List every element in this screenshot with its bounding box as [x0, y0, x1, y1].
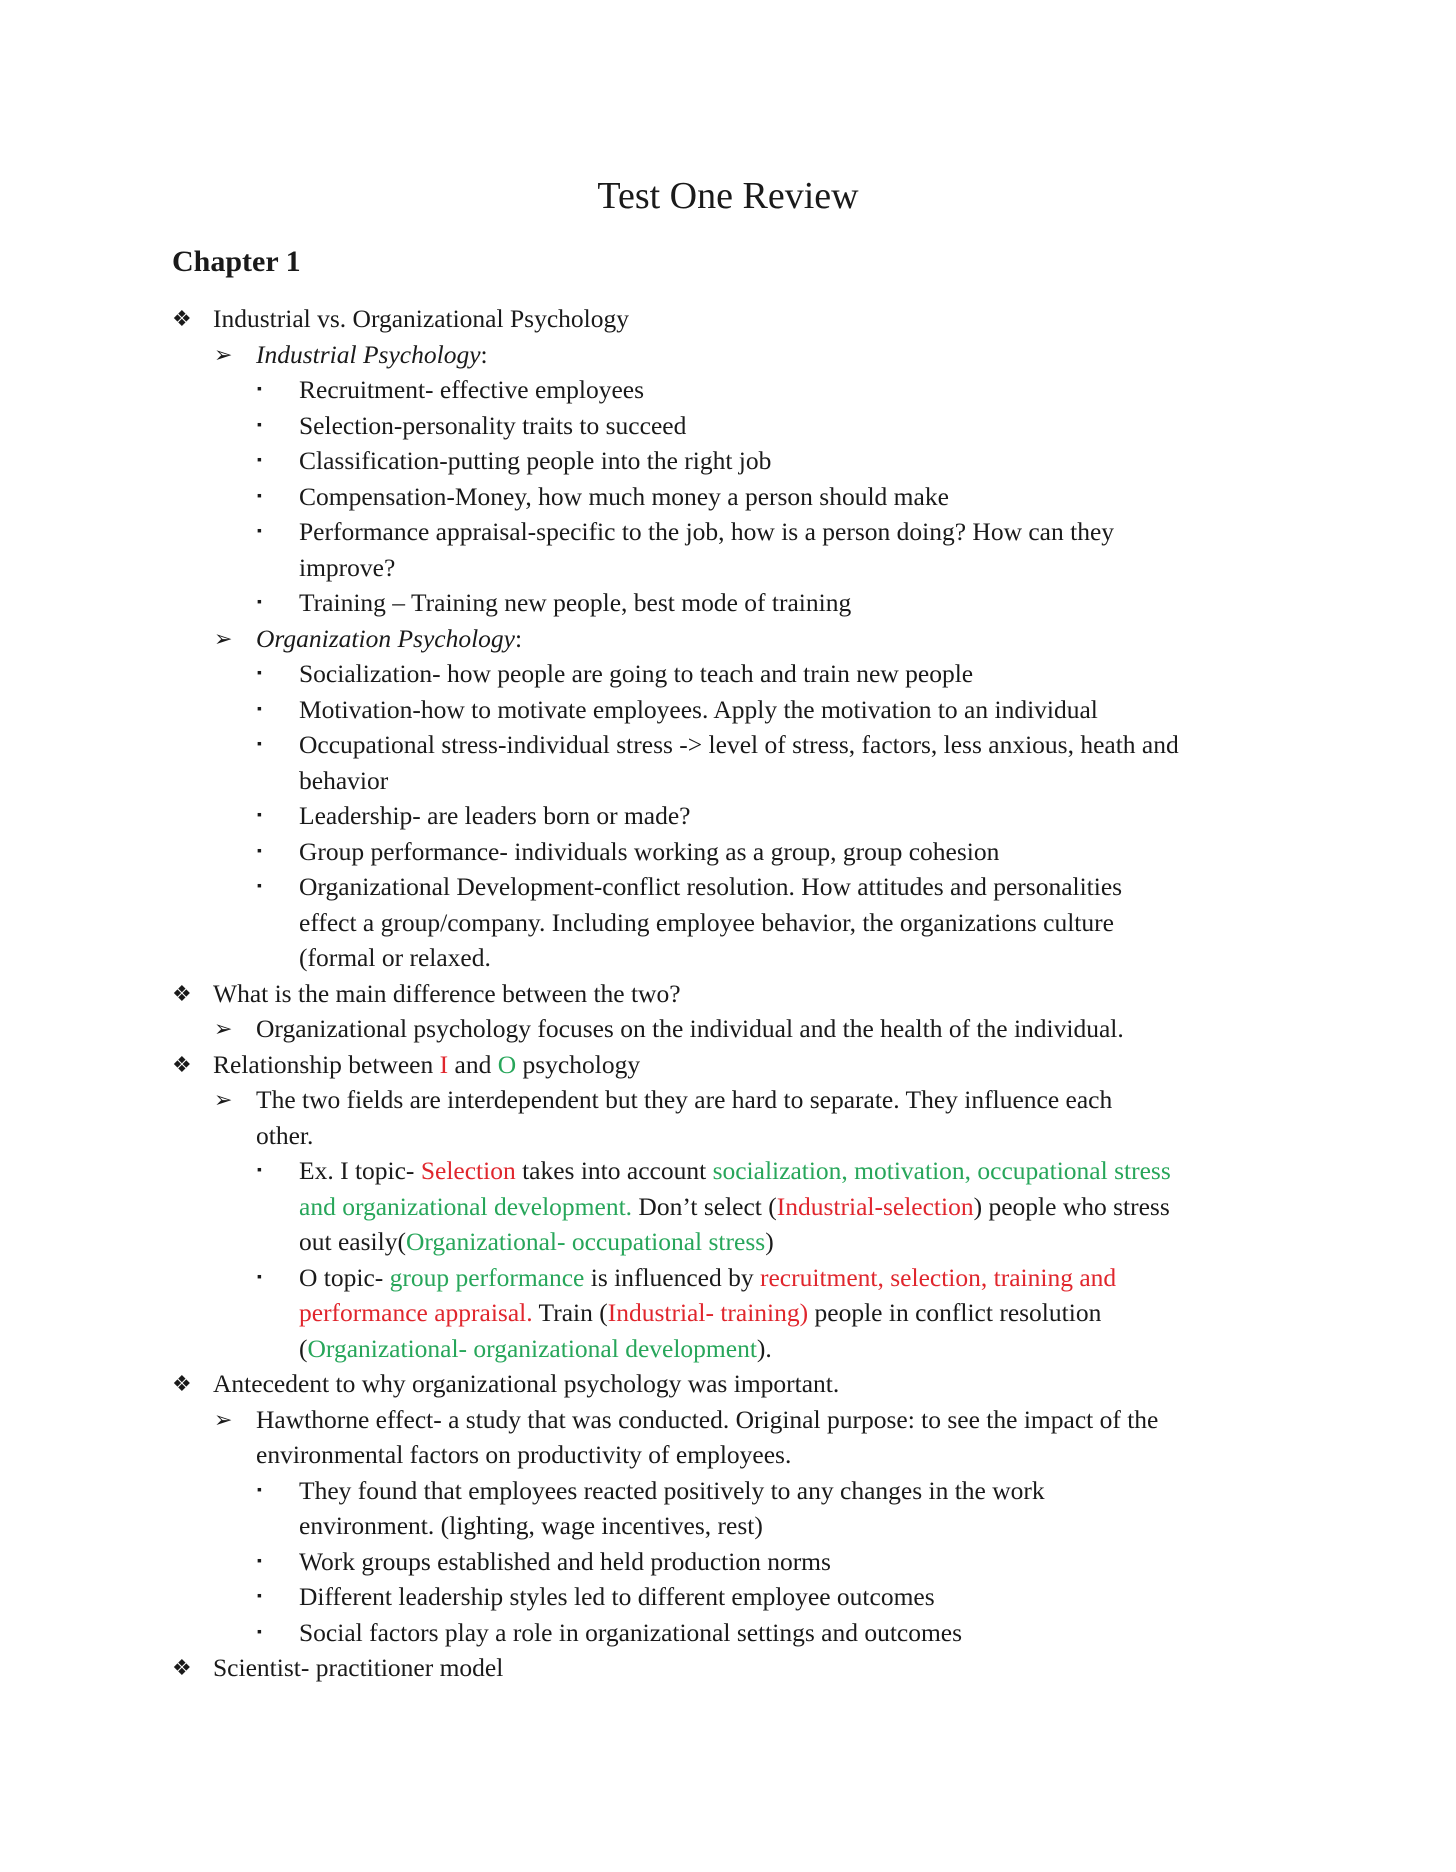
- square-bullet-icon: ▪: [257, 737, 262, 752]
- list-item-text: I: [439, 1049, 449, 1079]
- square-bullet-icon: ▪: [257, 808, 262, 823]
- square-bullet-icon: ▪: [257, 1589, 262, 1604]
- list-item-text: environment. (lighting, wage incentives, rest): [299, 1511, 763, 1540]
- list-item: [0, 301, 1456, 337]
- list-item-text: Performance appraisal-specific to the job, how is a person doing? How can they: [299, 517, 1115, 546]
- list-item-continuation: [0, 905, 1456, 941]
- square-bullet-icon: ▪: [257, 524, 262, 539]
- list-item-continuation: [0, 940, 1456, 976]
- list-item-text: The two fields are interdependent but they are hard to separate. They influence each: [256, 1085, 1113, 1114]
- list-item-text: Training – Training new people, best mode of training: [299, 588, 852, 617]
- list-item-text: :: [480, 339, 488, 369]
- arrow-bullet-icon: ➢: [214, 1406, 233, 1432]
- list-item-text: environmental factors on productivity of employees.: [256, 1440, 792, 1469]
- list-item-text: :: [514, 623, 523, 653]
- square-bullet-icon: ▪: [257, 1163, 262, 1178]
- list-item: [0, 1366, 1456, 1402]
- list-item-text: Compensation-Money, how much money a person should make: [299, 481, 949, 511]
- list-item: [0, 621, 1456, 657]
- square-bullet-icon: ▪: [257, 488, 262, 504]
- square-bullet-icon: ▪: [257, 879, 262, 894]
- list-item-text: Antecedent to why organizational psychology was important.: [213, 1369, 840, 1398]
- list-item: [0, 1047, 1456, 1083]
- list-item-text: Industrial- training): [607, 1298, 809, 1327]
- list-item-text: Hawthorne effect- a study that was conducted. Original purpose: to see the impact of the: [256, 1404, 1159, 1434]
- square-bullet-icon: ▪: [257, 595, 262, 610]
- list-item-text: Recruitment- effective employees: [299, 375, 645, 404]
- square-bullet-icon: ▪: [257, 1624, 262, 1640]
- list-item-continuation: [0, 1437, 1456, 1473]
- square-bullet-icon: ▪: [257, 417, 262, 433]
- list-item-continuation: [0, 1295, 1456, 1331]
- list-item: [0, 727, 1456, 763]
- list-item-text: Relationship between: [213, 1049, 440, 1079]
- list-item: [0, 1153, 1456, 1189]
- list-item-text: improve?: [299, 552, 396, 582]
- list-item-text: Social factors play a role in organizational settings and outcomes: [299, 1617, 963, 1647]
- list-item-text: recruitment, selection, training and: [759, 1262, 1117, 1292]
- list-item: [0, 1260, 1456, 1296]
- list-item-continuation: [0, 1508, 1456, 1544]
- list-item-text: Industrial Psychology: [256, 339, 481, 369]
- list-item-text: group performance: [389, 1262, 585, 1292]
- list-item-text: Socialization- how people are going to teach and train new people: [299, 659, 974, 688]
- list-item: [0, 834, 1456, 870]
- list-item: [0, 585, 1456, 621]
- list-item: [0, 1650, 1456, 1686]
- list-item-text: behavior: [299, 765, 389, 795]
- list-item: [0, 976, 1456, 1012]
- list-item-text: Scientist- practitioner model: [213, 1653, 504, 1682]
- arrow-bullet-icon: ➢: [214, 625, 233, 651]
- list-item: [0, 1011, 1456, 1047]
- square-bullet-icon: ▪: [257, 382, 262, 397]
- list-item: [0, 1082, 1456, 1118]
- list-item: [0, 1579, 1456, 1615]
- list-item-text: Group performance- individuals working as a group, group cohesion: [299, 836, 1000, 866]
- list-item-text: They found that employees reacted positively to any changes in the work: [299, 1475, 1045, 1505]
- list-item-text: takes into account: [515, 1156, 713, 1185]
- diamond-bullet-icon: ❖: [172, 306, 192, 331]
- list-item-text: effect a group/company. Including employee behavior, the organizations culture: [299, 907, 1114, 937]
- list-item: [0, 1473, 1456, 1509]
- list-item-text: Selection: [420, 1156, 516, 1185]
- arrow-bullet-icon: ➢: [214, 341, 233, 367]
- list-item-continuation: [0, 550, 1456, 586]
- list-item-text: Don’t select (: [632, 1191, 777, 1221]
- list-item-text: Selection-personality traits to succeed: [299, 410, 687, 440]
- square-bullet-icon: ▪: [257, 843, 262, 859]
- list-item-text: Organizational Development-conflict resolution. How attitudes and personalities: [299, 872, 1123, 901]
- list-item-text: and: [448, 1049, 498, 1079]
- list-item: [0, 337, 1456, 373]
- diamond-bullet-icon: ❖: [172, 1655, 192, 1680]
- list-item-text: Organizational- organizational development: [307, 1333, 757, 1363]
- list-item-text: O: [497, 1049, 517, 1079]
- list-item-text: socialization, motivation, occupational stress: [712, 1156, 1171, 1185]
- list-item-text: Organizational psychology focuses on the individual and the health of the individual.: [256, 1014, 1124, 1043]
- list-item-continuation: [0, 1118, 1456, 1154]
- diamond-bullet-icon: ❖: [172, 1371, 192, 1396]
- list-item: [0, 514, 1456, 550]
- arrow-bullet-icon: ➢: [214, 1087, 233, 1112]
- list-item-text: Occupational stress-individual stress -> level of stress, factors, less anxious, heath and: [299, 730, 1179, 759]
- diamond-bullet-icon: ❖: [172, 1051, 192, 1077]
- square-bullet-icon: ▪: [257, 1482, 262, 1498]
- list-item-text: Classification-putting people into the right job: [299, 446, 772, 475]
- list-item-text: Motivation-how to motivate employees. Apply the motivation to an individual: [299, 694, 1098, 724]
- arrow-bullet-icon: ➢: [214, 1016, 233, 1041]
- list-item-text: Organizational- occupational stress: [405, 1227, 766, 1256]
- square-bullet-icon: ▪: [257, 701, 262, 717]
- list-item-text: and organizational development.: [299, 1191, 633, 1221]
- list-item: [0, 372, 1456, 408]
- list-item: [0, 479, 1456, 515]
- list-item-text: is influenced by: [584, 1262, 760, 1292]
- list-item-continuation: [0, 763, 1456, 799]
- list-item-text: (: [299, 1333, 308, 1363]
- list-item-text: ).: [756, 1333, 772, 1363]
- square-bullet-icon: ▪: [257, 1553, 262, 1569]
- list-item-text: performance appraisal.: [299, 1298, 533, 1327]
- list-item-text: Organization Psychology: [256, 623, 515, 653]
- list-item: [0, 692, 1456, 728]
- square-bullet-icon: ▪: [257, 1269, 262, 1285]
- list-item-text: Ex. I topic-: [299, 1156, 421, 1185]
- page-title: Test One Review: [597, 175, 859, 217]
- list-item-continuation: [0, 1189, 1456, 1225]
- list-item: [0, 1615, 1456, 1651]
- list-item-text: out easily(: [299, 1227, 406, 1256]
- list-item-continuation: [0, 1224, 1456, 1260]
- list-item: [0, 408, 1456, 444]
- list-item-text: Industrial-selection: [776, 1191, 974, 1221]
- list-item-text: ): [765, 1227, 774, 1256]
- list-item: [0, 869, 1456, 905]
- list-item-text: Train (: [532, 1298, 608, 1327]
- list-item-text: Different leadership styles led to different employee outcomes: [299, 1582, 935, 1611]
- list-item-text: (formal or relaxed.: [299, 943, 491, 972]
- list-item: [0, 798, 1456, 834]
- diamond-bullet-icon: ❖: [172, 980, 192, 1006]
- list-item-text: Work groups established and held production norms: [299, 1546, 831, 1576]
- list-item: [0, 443, 1456, 479]
- square-bullet-icon: ▪: [257, 453, 262, 468]
- square-bullet-icon: ▪: [257, 666, 262, 681]
- list-item: [0, 656, 1456, 692]
- chapter-heading: Chapter 1: [172, 245, 301, 278]
- list-item-text: ) people who stress: [973, 1191, 1170, 1221]
- outline-list: [0, 301, 1456, 1686]
- list-item-text: people in conflict resolution: [808, 1298, 1102, 1327]
- list-item-text: other.: [256, 1120, 314, 1150]
- list-item-text: Industrial vs. Organizational Psychology: [213, 304, 629, 333]
- list-item-text: psychology: [516, 1049, 641, 1079]
- list-item-text: What is the main difference between the two?: [213, 978, 681, 1008]
- list-item-text: Leadership- are leaders born or made?: [299, 801, 691, 830]
- list-item: [0, 1402, 1456, 1438]
- list-item-continuation: [0, 1331, 1456, 1367]
- list-item-text: O topic-: [299, 1262, 390, 1292]
- list-item: [0, 1544, 1456, 1580]
